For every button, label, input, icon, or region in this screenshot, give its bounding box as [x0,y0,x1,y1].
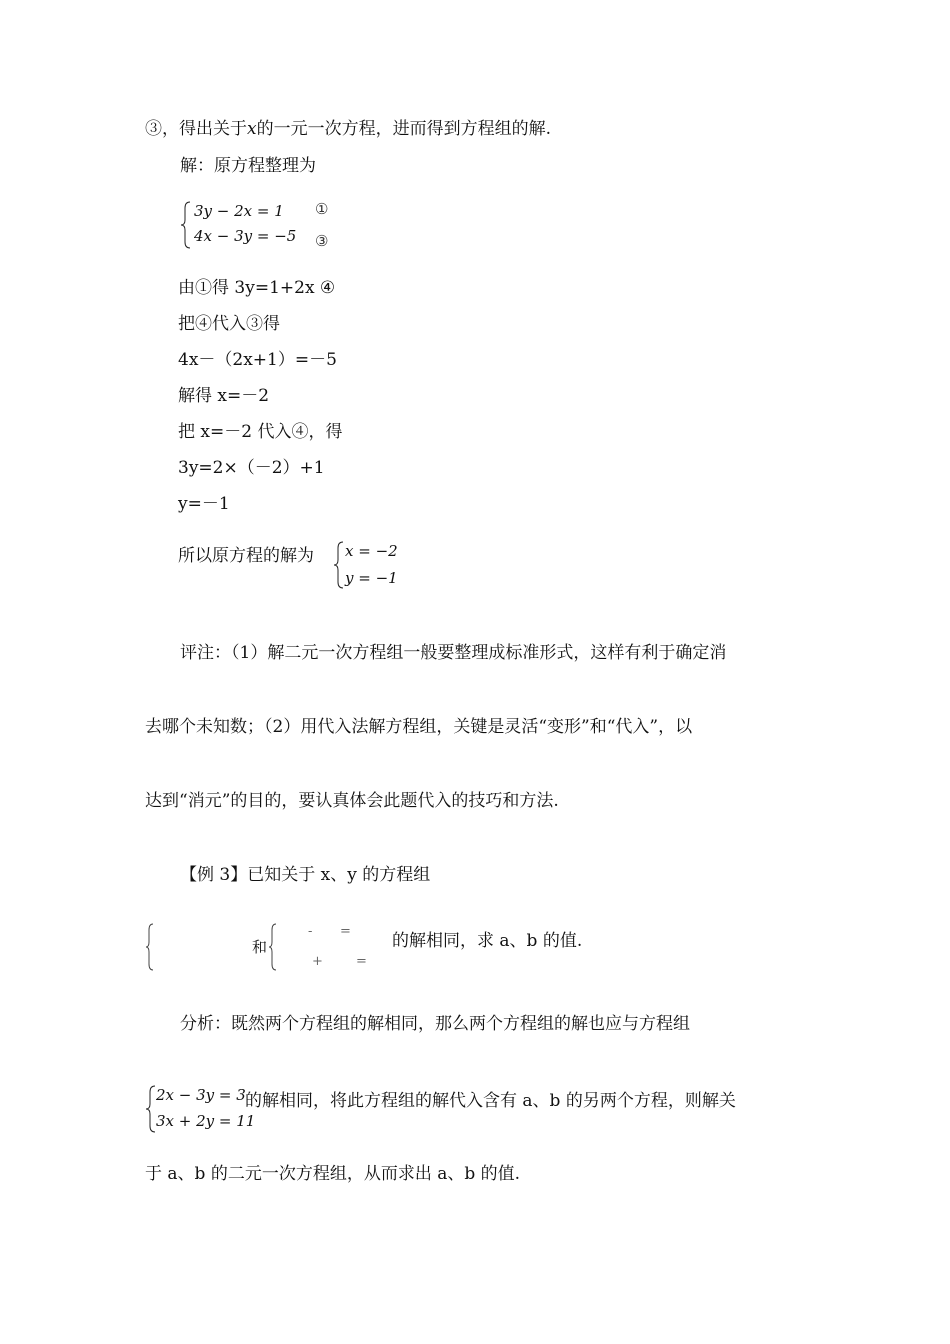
empty-system-right [268,922,378,974]
step-4: 解得 x=－2 [178,386,270,406]
answer-system [333,538,413,592]
variable-x: x [247,119,257,139]
answer-y: y = −1 [345,569,398,587]
analysis-line-2: 的解相同，将此方程组的解代入含有 a、b 的另两个方程，则解关 [245,1091,736,1111]
example-3-heading: 【例 3】已知关于 x、y 的方程组 [180,865,431,885]
circled-mark-3: ③ [315,232,329,250]
answer-label: 所以原方程的解为 [178,546,314,566]
brace-icon [180,200,192,250]
comment-line-1: 评注：（1）解二元一次方程组一般要整理成标准形式，这样有利于确定消 [180,643,727,663]
text-line-1 [145,118,551,140]
equation-2: 4x − 3y = −5 [194,227,297,245]
circled-mark-1: ① [315,200,329,218]
comment-line-3: 达到“消元”的目的，要认真体会此题代入的技巧和方法. [145,791,559,811]
step-5: 把 x=－2 代入④，得 [178,422,343,442]
text-segment: 的一元一次方程，进而得到方程组的解. [256,119,551,139]
text-segment: ③，得出关于 [145,119,247,139]
answer-x: x = −2 [345,542,398,560]
step-7: y=－1 [178,494,230,514]
system-2-equation-1: 2x − 3y = 3 [156,1086,246,1104]
system-2-equation-2: 3x + 2y = 11 [156,1112,256,1130]
minus-sign: - [308,924,313,939]
brace-icon [333,540,345,590]
analysis-line-3: 于 a、b 的二元一次方程组，从而求出 a、b 的值. [145,1164,521,1184]
example-3-question: 的解相同，求 a、b 的值. [392,931,583,951]
comment-line-2: 去哪个未知数；（2）用代入法解方程组，关键是灵活“变形”和“代入”，以 [145,717,693,737]
and-word: 和 [252,938,268,956]
step-1: 由①得 3y=1+2x ④ [178,278,336,298]
empty-system-left [145,922,165,974]
plus-sign: + [312,954,323,969]
analysis-line-1: 分析：既然两个方程组的解相同，那么两个方程组的解也应与方程组 [180,1014,690,1034]
solution-intro: 解：原方程整理为 [180,156,316,176]
step-3: 4x－（2x+1）=－5 [178,350,337,370]
brace-icon [145,922,155,972]
equation-1: 3y − 2x = 1 [194,202,284,220]
equation-system-2 [145,1082,256,1136]
step-6: 3y=2×（－2）+1 [178,458,325,478]
equation-system-1 [180,198,340,250]
equals-sign-2: = [356,954,367,969]
brace-icon [268,922,278,972]
step-2: 把④代入③得 [178,314,280,334]
equals-sign-1: = [340,924,351,939]
